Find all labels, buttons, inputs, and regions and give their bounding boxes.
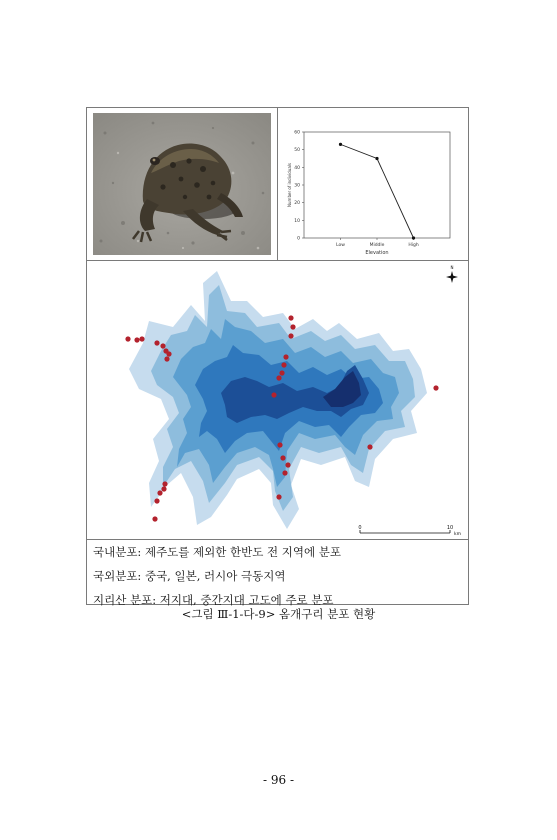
x-tick-label: Low: [336, 243, 345, 248]
figure-frame: [86, 107, 469, 605]
plot-frame: [304, 132, 450, 238]
occurrence-point: [367, 444, 372, 449]
x-tick-label: Middle: [369, 243, 385, 248]
y-tick-label: 10: [294, 218, 300, 224]
y-tick-label: 40: [294, 165, 300, 171]
distribution-map-cell: [87, 261, 468, 540]
frog-photo: [93, 113, 271, 255]
foreign-distribution-text: 국외분포: 중국, 일본, 러시아 극동지역: [93, 569, 286, 583]
occurrence-point: [164, 356, 169, 361]
occurrence-point: [433, 385, 438, 390]
y-tick-label: 20: [294, 201, 300, 207]
y-axis-label: Number of individuals: [287, 163, 292, 207]
occurrence-point: [288, 333, 293, 338]
occurrence-point: [134, 337, 139, 342]
scale-unit-label: km: [454, 532, 461, 537]
jirisan-distribution-map: [87, 261, 468, 539]
occurrence-point: [139, 336, 144, 341]
y-tick-label: 50: [294, 148, 300, 154]
north-label: N: [450, 265, 454, 270]
occurrence-point: [280, 455, 285, 460]
elevation-chart-cell: [278, 108, 468, 260]
occurrence-point: [166, 351, 171, 356]
occurrence-point: [160, 343, 165, 348]
y-tick-label: 30: [294, 183, 300, 189]
occurrence-point: [288, 315, 293, 320]
occurrence-point: [290, 324, 295, 329]
occurrence-point: [279, 370, 284, 375]
occurrence-point: [154, 340, 159, 345]
occurrence-point: [276, 375, 281, 380]
domestic-distribution-text: 국내분포: 제주도를 제외한 한반도 전 지역에 분포: [93, 545, 341, 559]
photo-cell: [87, 108, 278, 260]
elevation-line-chart: [278, 108, 468, 260]
occurrence-point: [157, 490, 162, 495]
figure-top-row: [87, 108, 468, 261]
scale-start-label: 0: [358, 525, 362, 531]
occurrence-point: [161, 486, 166, 491]
x-axis-label: Elevation: [365, 250, 389, 256]
scale-end-label: 10: [446, 525, 454, 531]
occurrence-point: [154, 498, 159, 503]
occurrence-point: [282, 470, 287, 475]
occurrence-point: [125, 336, 130, 341]
figure-caption: <그림 Ⅲ-1-다-9> 옴개구리 분포 현황: [181, 607, 376, 621]
occurrence-point: [285, 462, 290, 467]
x-tick-label: High: [408, 243, 419, 248]
scale-bar: [358, 525, 461, 537]
occurrence-point: [283, 354, 288, 359]
data-point: [375, 157, 378, 160]
north-arrow-icon: [446, 265, 458, 283]
data-point: [339, 143, 342, 146]
y-tick-label: 0: [297, 236, 300, 242]
occurrence-point: [281, 362, 286, 367]
occurrence-point: [276, 494, 281, 499]
occurrence-point: [277, 442, 282, 447]
page-number: - 96 -: [262, 773, 294, 787]
y-tick-label: 60: [294, 130, 300, 136]
jirisan-distribution-text: 지리산 분포: 저지대, 중간지대 고도에 주로 분포: [93, 593, 334, 607]
distribution-text-cell: [87, 540, 468, 607]
occurrence-point: [162, 481, 167, 486]
data-point: [412, 236, 415, 239]
occurrence-point: [152, 516, 157, 521]
occurrence-point: [271, 392, 276, 397]
